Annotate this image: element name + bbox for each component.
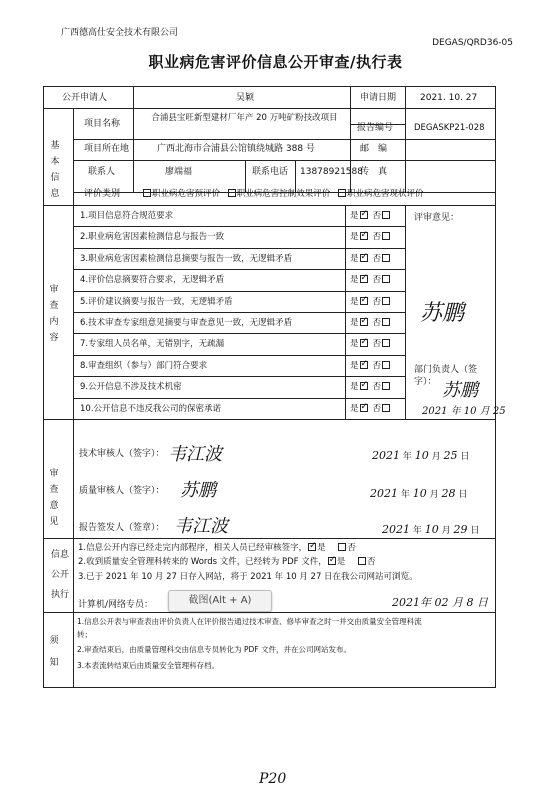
review-item-check: 是✓ 否	[350, 317, 391, 329]
issue-date: 2021 年 10 月 29 日	[382, 523, 480, 536]
review-item: 2.职业病危害因素检测信息与报告一致	[80, 232, 225, 243]
execution-section: 信息公开执行	[50, 550, 69, 600]
dept-head-signature: 苏鹏	[442, 380, 478, 401]
review-row-divider	[73, 226, 405, 227]
review-item-check: 是✓ 否	[350, 296, 391, 308]
contact-label: 联系人	[88, 167, 116, 177]
review-row-divider	[73, 312, 405, 313]
postcode-label: 邮 编	[360, 144, 388, 154]
reviewer-signature: 苏鹏	[420, 301, 465, 326]
execution-line-3: 3.已于 2021 年 10 月 27 日存入网站，将于 2021 年 10 月 27 日在我公司网站可浏览。	[78, 572, 418, 582]
review-item: 3.职业病危害因素检测信息摘要与报告一致，无逻辑矛盾	[80, 253, 293, 264]
review-section: 审查内容	[49, 285, 59, 343]
no-checkbox[interactable]	[382, 339, 390, 347]
review-row-divider	[73, 333, 405, 334]
review-sign-date: 2021 年 10 月 25	[422, 406, 506, 417]
issuer-label: 报告签发人（签章）：	[79, 523, 165, 533]
yes-checkbox[interactable]	[360, 232, 368, 240]
review-item: 7.专家组人员名单，无错别字，无疏漏	[80, 339, 225, 350]
review-item: 10.公开信息不违反我公司的保密承诺	[80, 403, 222, 414]
yes-checkbox[interactable]	[360, 382, 368, 390]
yes-checkbox[interactable]	[360, 361, 368, 369]
exec-2-no-checkbox[interactable]	[358, 557, 366, 565]
no-checkbox[interactable]	[382, 297, 390, 305]
applicant-label: 公开申请人	[62, 93, 108, 103]
note-line-2: 转；	[77, 630, 92, 639]
yes-checkbox[interactable]	[360, 339, 368, 347]
project-name: 合浦县宝旺新型建材厂年产 20 万吨矿粉技改项目	[151, 113, 338, 123]
review-row-divider	[73, 355, 405, 356]
review-item-check: 是✓ 否	[350, 381, 391, 393]
apply-date-label: 申请日期	[360, 93, 397, 103]
review-item: 8.审查组织（参与）部门符合要求	[80, 360, 208, 371]
review-row-divider	[73, 248, 405, 249]
review-item: 1.项目信息符合规范要求	[80, 211, 174, 221]
eval-type-label: 评价类别	[84, 189, 121, 199]
yes-checkbox[interactable]	[360, 275, 368, 283]
review-item-check: 是✓ 否	[350, 274, 391, 286]
no-checkbox[interactable]	[382, 275, 390, 283]
phone-value: 13878921588	[300, 167, 363, 177]
exec-1-yes-checkbox[interactable]	[308, 543, 316, 551]
dept-head-label: 部门负责人（签字）：	[414, 365, 478, 387]
contact-name: 廖端福	[165, 167, 193, 177]
quality-review-date: 2021 年 10 月 28 日	[370, 487, 468, 500]
opinion-label: 评审意见：	[414, 213, 460, 223]
it-staff-date: 2021年 02 月 8 日	[392, 596, 488, 609]
page-mark: P20	[259, 771, 287, 787]
review-item: 9.公开信息不涉及技术机密	[80, 382, 182, 393]
tech-review-date: 2021 年 10 月 25 日	[372, 449, 470, 462]
no-checkbox[interactable]	[382, 232, 390, 240]
yes-checkbox[interactable]	[360, 254, 368, 262]
note-line-4: 3.本表流转结束后由质量安全管理科存档。	[77, 661, 220, 670]
form-title: 职业病危害评价信息公开审查/执行表	[148, 53, 403, 71]
review-item-check: 是✓ 否	[350, 210, 391, 222]
report-no-label: 报告编号	[357, 123, 394, 133]
review-item-check: 是✓ 否	[350, 338, 391, 350]
execution-line-2: 2.收到质量安全管理科转来的 Words 文件，已经转为 PDF 文件，✓ 是 否	[78, 556, 376, 568]
review-item: 6.技术审查专家组意见摘要与审查意见一致，无逻辑矛盾	[80, 318, 293, 328]
review-item-check: 是✓ 否	[350, 360, 391, 372]
no-checkbox[interactable]	[382, 318, 390, 326]
tech-reviewer-label: 技术审核人（签字）：	[79, 449, 165, 459]
review-item-check: 是✓ 否	[350, 231, 391, 243]
no-checkbox[interactable]	[382, 361, 390, 369]
apply-date-value: 2021. 10. 27	[420, 93, 478, 103]
location-label: 项目所在地	[84, 144, 130, 154]
issuer-signature: 韦江波	[174, 516, 228, 537]
review-row-divider	[73, 269, 405, 270]
review-item-check: 是✓ 否	[350, 403, 391, 415]
company-name: 广西德高仕安全技术有限公司	[61, 28, 179, 38]
location: 广西北海市合浦县公馆镇绕城路 388 号	[157, 144, 315, 154]
yes-checkbox[interactable]	[360, 404, 368, 412]
basic-info-section: 基本信息	[50, 141, 60, 199]
report-no: DEGASKP21-028	[414, 123, 485, 133]
review-row-divider	[73, 376, 405, 377]
applicant-value: 吴颖	[236, 93, 255, 103]
execution-line-1: 1.信息公开内容已经走完内部程序，相关人员已经审核签字，✓ 是 否	[78, 542, 356, 554]
it-staff-label: 计算机/网络专员：	[78, 600, 154, 610]
project-name-label: 项目名称	[84, 119, 121, 129]
yes-checkbox[interactable]	[360, 318, 368, 326]
no-checkbox[interactable]	[382, 211, 390, 219]
no-checkbox[interactable]	[382, 254, 390, 262]
no-checkbox[interactable]	[382, 382, 390, 390]
review-item: 4.评价信息摘要符合要求，无逻辑矛盾	[80, 275, 225, 286]
review-row-divider	[73, 291, 405, 292]
yes-checkbox[interactable]	[360, 211, 368, 219]
note-line-3: 2.审查结束后，由质量管理科交由信息专员转化为 PDF 文件，并在公司网站发布。	[77, 645, 352, 654]
yes-checkbox[interactable]	[360, 297, 368, 305]
fax-label: 传 真	[360, 167, 388, 177]
eval-type-checkbox-1[interactable]	[143, 189, 151, 197]
notes-section: 须知	[49, 636, 59, 668]
tech-reviewer-signature: 韦江波	[168, 444, 222, 465]
phone-label: 联系电话	[252, 167, 289, 177]
quality-reviewer-label: 质量审核人（签字）：	[79, 486, 165, 496]
opinion-section: 审查意见	[49, 469, 59, 527]
exec-1-no-checkbox[interactable]	[338, 543, 346, 551]
review-row-divider	[73, 398, 405, 399]
no-checkbox[interactable]	[382, 404, 390, 412]
document-code: DEGAS/QRD36-05	[432, 38, 513, 48]
note-line-1: 1.信息公开表与审查表由评价负责人在评价报告通过技术审查、修毕审查之时一并交由质量安全管理科流	[77, 617, 422, 626]
exec-2-yes-checkbox[interactable]	[328, 557, 336, 565]
eval-type-checkbox-3[interactable]	[338, 189, 346, 197]
review-item-check: 是✓ 否	[350, 253, 391, 265]
quality-reviewer-signature: 苏鹏	[180, 480, 216, 501]
eval-type-options: 职业病危害预评价 职业病危害控制效果评价 职业病危害现状评价	[142, 188, 423, 200]
review-item: 5.评价建议摘要与报告一致，无逻辑矛盾	[80, 296, 233, 307]
eval-type-checkbox-2[interactable]	[228, 189, 236, 197]
screenshot-tool-button[interactable]: 截图(Alt + A)	[168, 590, 272, 612]
